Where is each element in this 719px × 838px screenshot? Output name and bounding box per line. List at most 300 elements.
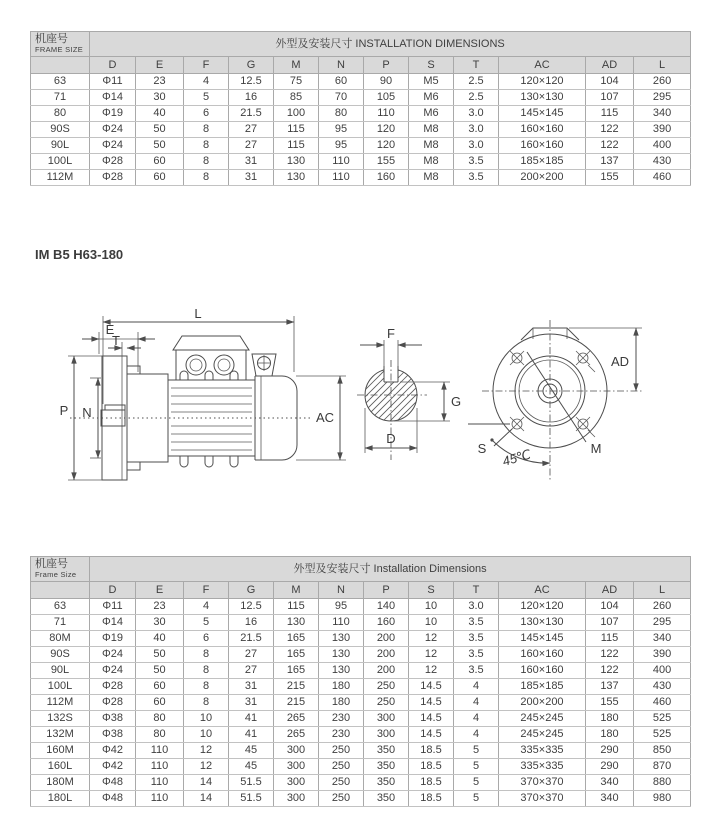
table-cell: 40 (136, 631, 184, 647)
column-header-M: M (274, 57, 319, 74)
installation-dimensions-table-bottom (30, 556, 691, 807)
table-cell: 200×200 (499, 695, 586, 711)
table-cell: 23 (136, 74, 184, 90)
frame-size-zh: 机座号 (35, 558, 68, 571)
table-cell: 3.0 (454, 599, 499, 615)
table-cell: 21.5 (229, 631, 274, 647)
column-header-S: S (409, 582, 454, 599)
table-cell: 100L (31, 154, 90, 170)
table-cell: 230 (319, 727, 364, 743)
table-cell: 230 (319, 711, 364, 727)
table-cell: Φ38 (90, 727, 136, 743)
table-cell: 200 (364, 663, 409, 679)
table-cell: 14.5 (409, 679, 454, 695)
table-cell: 3.5 (454, 647, 499, 663)
table-row (31, 679, 691, 695)
table-cell: 130×130 (499, 90, 586, 106)
column-header-AD: AD (586, 57, 634, 74)
table-cell: 5 (454, 759, 499, 775)
table-cell: 75 (274, 74, 319, 90)
column-header-N: N (319, 57, 364, 74)
table-cell: 30 (136, 90, 184, 106)
table-cell: 115 (274, 599, 319, 615)
column-header-AC: AC (499, 582, 586, 599)
column-header-L: L (634, 582, 691, 599)
frame-col-blank (31, 582, 90, 599)
table-cell: 290 (586, 759, 634, 775)
table-cell: 350 (364, 759, 409, 775)
table-cell: 340 (586, 775, 634, 791)
table-cell: 115 (274, 122, 319, 138)
column-header-D: D (90, 582, 136, 599)
table-cell: 8 (184, 663, 229, 679)
table-cell: 50 (136, 138, 184, 154)
table-cell: 110 (319, 154, 364, 170)
table-cell: 215 (274, 695, 319, 711)
table-cell: 110 (136, 759, 184, 775)
table-cell: 31 (229, 679, 274, 695)
table-cell: 880 (634, 775, 691, 791)
table-row (31, 615, 691, 631)
table-cell: 110 (319, 615, 364, 631)
table-cell: 390 (634, 647, 691, 663)
table-cell: 4 (454, 727, 499, 743)
table-cell: 130 (274, 615, 319, 631)
table-cell: Φ42 (90, 743, 136, 759)
table-cell: 155 (586, 170, 634, 186)
table-cell: 132S (31, 711, 90, 727)
dim-label-angle: 45℃ (500, 446, 533, 469)
table-cell: 137 (586, 154, 634, 170)
column-header-S: S (409, 57, 454, 74)
table-cell: 350 (364, 791, 409, 807)
table-row (31, 106, 691, 122)
column-header-D: D (90, 57, 136, 74)
table-cell: 51.5 (229, 791, 274, 807)
table-cell: 525 (634, 727, 691, 743)
table-cell: 8 (184, 122, 229, 138)
table-cell: 90L (31, 138, 90, 154)
table-cell: 12 (409, 631, 454, 647)
table-cell: 340 (634, 106, 691, 122)
table-cell: 16 (229, 90, 274, 106)
table-cell: 850 (634, 743, 691, 759)
table-row (31, 122, 691, 138)
table-cell: 400 (634, 663, 691, 679)
table-cell: 3.5 (454, 615, 499, 631)
table-cell: 12.5 (229, 599, 274, 615)
table-cell: 160×160 (499, 647, 586, 663)
table-cell: 165 (274, 647, 319, 663)
table-cell: 160×160 (499, 663, 586, 679)
table-cell: 12 (409, 663, 454, 679)
column-header-F: F (184, 582, 229, 599)
table-cell: 50 (136, 647, 184, 663)
table-cell: 3.5 (454, 663, 499, 679)
table-cell: Φ42 (90, 759, 136, 775)
table-row (31, 711, 691, 727)
table-cell: 8 (184, 647, 229, 663)
table-cell: 165 (274, 663, 319, 679)
table-cell: Φ14 (90, 90, 136, 106)
table-cell: 3.0 (454, 138, 499, 154)
table-cell: 300 (274, 791, 319, 807)
table-cell: 250 (319, 791, 364, 807)
table-cell: 180L (31, 791, 90, 807)
table-cell: Φ19 (90, 106, 136, 122)
table-cell: 185×185 (499, 154, 586, 170)
table-cell: 160 (364, 170, 409, 186)
table-cell: 90S (31, 122, 90, 138)
table-cell: 130 (274, 170, 319, 186)
table-cell: 200 (364, 647, 409, 663)
table-cell: 400 (634, 138, 691, 154)
table-cell: 63 (31, 599, 90, 615)
table-cell: 5 (454, 791, 499, 807)
table-cell: 3.0 (454, 122, 499, 138)
table-cell: 180 (319, 679, 364, 695)
table-cell: 8 (184, 679, 229, 695)
table-cell: 12.5 (229, 74, 274, 90)
table-cell: 137 (586, 679, 634, 695)
table-cell: Φ28 (90, 695, 136, 711)
table-cell: 112M (31, 695, 90, 711)
table-cell: 12 (184, 759, 229, 775)
table-cell: 27 (229, 647, 274, 663)
dim-label-T: T (112, 333, 120, 348)
dim-label-G: G (451, 394, 462, 409)
table-row (31, 631, 691, 647)
table-cell: 80M (31, 631, 90, 647)
table-cell: 14.5 (409, 711, 454, 727)
table-cell: 12 (184, 743, 229, 759)
table-cell: 3.5 (454, 631, 499, 647)
table-cell: 14.5 (409, 727, 454, 743)
dim-label-P: P (59, 403, 69, 418)
table-cell: 100L (31, 679, 90, 695)
table-cell: 50 (136, 122, 184, 138)
table-row (31, 599, 691, 615)
table-cell: 31 (229, 170, 274, 186)
table-cell: 122 (586, 122, 634, 138)
table-cell: 10 (184, 711, 229, 727)
section-heading: IM B5 H63-180 (35, 247, 124, 262)
table-cell: 18.5 (409, 743, 454, 759)
table-cell: 5 (184, 90, 229, 106)
table-cell: 245×245 (499, 711, 586, 727)
table-cell: 430 (634, 154, 691, 170)
table-cell: 3.0 (454, 106, 499, 122)
table-row (31, 138, 691, 154)
table-cell: 107 (586, 90, 634, 106)
column-header-G: G (229, 582, 274, 599)
table-cell: 4 (454, 679, 499, 695)
dim-label-E: E (105, 322, 115, 337)
table-cell: 2.5 (454, 90, 499, 106)
table-cell: 4 (454, 711, 499, 727)
table-cell: 63 (31, 74, 90, 90)
table-cell: 27 (229, 663, 274, 679)
table-cell: 60 (136, 170, 184, 186)
table-cell: 3.5 (454, 154, 499, 170)
table-cell: 50 (136, 663, 184, 679)
table-cell: 130×130 (499, 615, 586, 631)
table-row (31, 791, 691, 807)
table-row (31, 743, 691, 759)
table-cell: 60 (136, 695, 184, 711)
frame-size-en: Frame Size (35, 569, 77, 579)
table-cell: 21.5 (229, 106, 274, 122)
table-cell: Φ48 (90, 791, 136, 807)
table-cell: 145×145 (499, 106, 586, 122)
table-cell: 90 (364, 74, 409, 90)
installation-dimensions-table-top (30, 31, 691, 186)
frame-size-header (31, 32, 90, 57)
table-cell: M8 (409, 138, 454, 154)
table-cell: 23 (136, 599, 184, 615)
table-row (31, 170, 691, 186)
table-row (31, 695, 691, 711)
table-cell: 265 (274, 727, 319, 743)
table-cell: 8 (184, 695, 229, 711)
table-cell: 335×335 (499, 759, 586, 775)
table-cell: 4 (184, 599, 229, 615)
column-header-T: T (454, 57, 499, 74)
table-cell: M8 (409, 170, 454, 186)
table-cell: 130 (319, 647, 364, 663)
table-cell: 160 (364, 615, 409, 631)
table-cell: 40 (136, 106, 184, 122)
table-cell: 41 (229, 727, 274, 743)
table-cell: Φ28 (90, 170, 136, 186)
table-cell: 300 (364, 711, 409, 727)
table-cell: 110 (136, 791, 184, 807)
table-cell: Φ28 (90, 154, 136, 170)
dims-header: 外型及安装尺寸 INSTALLATION DIMENSIONS (90, 32, 691, 57)
column-header-N: N (319, 582, 364, 599)
table-cell: 70 (319, 90, 364, 106)
table-cell: Φ11 (90, 599, 136, 615)
table-cell: 160L (31, 759, 90, 775)
table-cell: 180 (319, 695, 364, 711)
table-cell: 104 (586, 74, 634, 90)
table-cell: 110 (136, 775, 184, 791)
table-cell: Φ19 (90, 631, 136, 647)
table-cell: 122 (586, 647, 634, 663)
table-cell: 180M (31, 775, 90, 791)
table-cell: 6 (184, 631, 229, 647)
table-cell: 71 (31, 90, 90, 106)
column-header-M: M (274, 582, 319, 599)
table-cell: 185×185 (499, 679, 586, 695)
dim-label-AC: AC (315, 410, 335, 425)
table-cell: 95 (319, 122, 364, 138)
table-cell: 16 (229, 615, 274, 631)
table-cell: 8 (184, 154, 229, 170)
top-table-body (31, 74, 691, 186)
table-cell: 180 (586, 711, 634, 727)
table-row (31, 154, 691, 170)
table-cell: 115 (274, 138, 319, 154)
table-cell: 27 (229, 122, 274, 138)
table-cell: Φ11 (90, 74, 136, 90)
table-cell: 115 (586, 106, 634, 122)
flange-front-view (468, 320, 642, 482)
table-cell: 80 (319, 106, 364, 122)
table-cell: 12 (409, 647, 454, 663)
column-header-T: T (454, 582, 499, 599)
table-cell: 340 (586, 791, 634, 807)
table-cell: 18.5 (409, 775, 454, 791)
table-cell: Φ24 (90, 138, 136, 154)
table-cell: 350 (364, 743, 409, 759)
dim-label-D: D (386, 431, 396, 446)
table-cell: 290 (586, 743, 634, 759)
table-row (31, 74, 691, 90)
table-cell: 130 (319, 631, 364, 647)
table-cell: 200×200 (499, 170, 586, 186)
table-cell: 525 (634, 711, 691, 727)
table-cell: 27 (229, 138, 274, 154)
table-cell: Φ14 (90, 615, 136, 631)
dim-label-F: F (387, 326, 395, 341)
table-cell: 115 (586, 631, 634, 647)
table-cell: 3.5 (454, 170, 499, 186)
table-cell: 2.5 (454, 74, 499, 90)
table-cell: 122 (586, 663, 634, 679)
table-cell: 8 (184, 138, 229, 154)
table-cell: 980 (634, 791, 691, 807)
table-cell: 80 (136, 727, 184, 743)
table-cell: 6 (184, 106, 229, 122)
table-cell: 300 (364, 727, 409, 743)
table-cell: 18.5 (409, 791, 454, 807)
table-cell: 14 (184, 791, 229, 807)
dim-label-M: M (590, 441, 602, 456)
table-cell: 160×160 (499, 138, 586, 154)
table-cell: 5 (454, 743, 499, 759)
table-cell: 51.5 (229, 775, 274, 791)
table-cell: Φ24 (90, 122, 136, 138)
column-header-G: G (229, 57, 274, 74)
table-cell: 60 (136, 154, 184, 170)
table-cell: 95 (319, 138, 364, 154)
table-cell: 30 (136, 615, 184, 631)
table-cell: 295 (634, 615, 691, 631)
table-cell: 80 (31, 106, 90, 122)
table-cell: 45 (229, 759, 274, 775)
table-cell: 110 (319, 170, 364, 186)
table-cell: 104 (586, 599, 634, 615)
table-cell: M6 (409, 90, 454, 106)
table-cell: 90L (31, 663, 90, 679)
table-cell: 5 (184, 615, 229, 631)
dim-label-AD: AD (610, 354, 630, 369)
table-cell: 80 (136, 711, 184, 727)
shaft-section-view (325, 326, 461, 460)
table-cell: 340 (634, 631, 691, 647)
table-cell: 10 (409, 615, 454, 631)
table-cell: 120×120 (499, 74, 586, 90)
table-cell: 107 (586, 615, 634, 631)
table-cell: 260 (634, 74, 691, 90)
table-cell: 390 (634, 122, 691, 138)
technical-drawing-imb5 (30, 290, 690, 540)
table-cell: 110 (364, 106, 409, 122)
table-cell: 4 (454, 695, 499, 711)
table-cell: 200 (364, 631, 409, 647)
table-cell: 250 (319, 759, 364, 775)
table-cell: 245×245 (499, 727, 586, 743)
top-table-container (30, 31, 691, 186)
table-row (31, 727, 691, 743)
table-cell: 260 (634, 599, 691, 615)
table-cell: 160M (31, 743, 90, 759)
table-cell: 60 (136, 679, 184, 695)
table-cell: 250 (364, 695, 409, 711)
table-row (31, 759, 691, 775)
table-cell: 4 (184, 74, 229, 90)
table-cell: 300 (274, 775, 319, 791)
table-cell: 100 (274, 106, 319, 122)
table-cell: 5 (454, 775, 499, 791)
column-header-AD: AD (586, 582, 634, 599)
table-cell: 265 (274, 711, 319, 727)
table-cell: 160×160 (499, 122, 586, 138)
column-header-P: P (364, 582, 409, 599)
table-cell: 370×370 (499, 791, 586, 807)
frame-size-header (31, 557, 90, 582)
table-cell: 140 (364, 599, 409, 615)
side-view (60, 306, 346, 480)
column-header-E: E (136, 582, 184, 599)
table-cell: 130 (319, 663, 364, 679)
table-cell: 85 (274, 90, 319, 106)
table-cell: 41 (229, 711, 274, 727)
table-cell: M8 (409, 122, 454, 138)
table-cell: 31 (229, 695, 274, 711)
table-cell: 460 (634, 695, 691, 711)
frame-col-blank (31, 57, 90, 74)
dim-label-S: S (477, 441, 487, 456)
table-cell: 95 (319, 599, 364, 615)
table-cell: 10 (409, 599, 454, 615)
table-cell: 120 (364, 138, 409, 154)
table-cell: 45 (229, 743, 274, 759)
dim-label-L: L (194, 306, 202, 321)
column-header-AC: AC (499, 57, 586, 74)
column-header-F: F (184, 57, 229, 74)
table-cell: Φ24 (90, 663, 136, 679)
bottom-table-container (30, 556, 691, 807)
table-cell: 250 (364, 679, 409, 695)
table-cell: 300 (274, 743, 319, 759)
table-cell: 155 (364, 154, 409, 170)
table-cell: M5 (409, 74, 454, 90)
table-cell: 8 (184, 170, 229, 186)
table-cell: 165 (274, 631, 319, 647)
dims-header: 外型及安装尺寸 Installation Dimensions (90, 557, 691, 582)
table-cell: 155 (586, 695, 634, 711)
table-cell: 14.5 (409, 695, 454, 711)
table-cell: 14 (184, 775, 229, 791)
bottom-table-body (31, 599, 691, 807)
table-cell: Φ48 (90, 775, 136, 791)
table-cell: 31 (229, 154, 274, 170)
column-header-E: E (136, 57, 184, 74)
table-cell: 335×335 (499, 743, 586, 759)
frame-size-zh: 机座号 (35, 33, 68, 46)
